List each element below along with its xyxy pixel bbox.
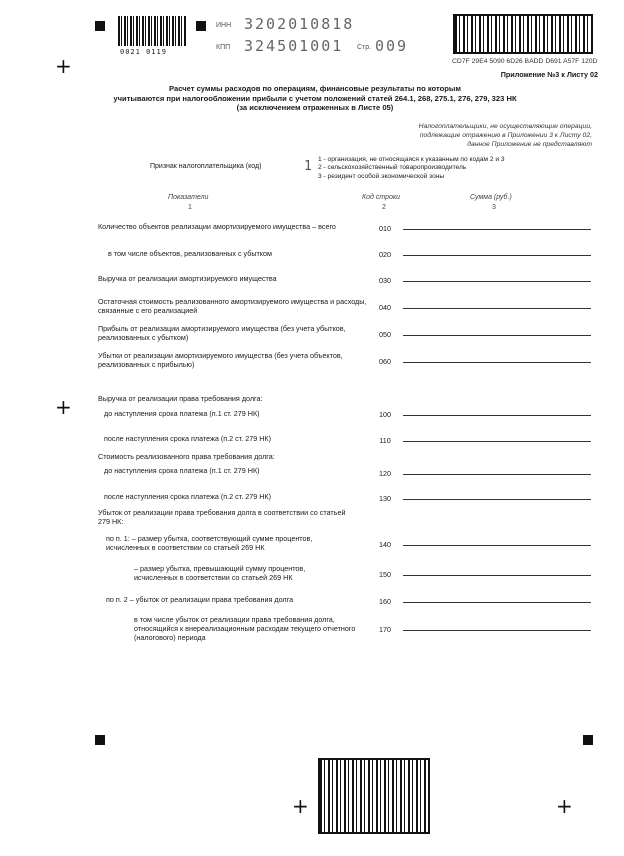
page-title: Расчет суммы расходов по операциям, финансовые результаты по которым учитываются при налогообложении прибыли с учетом положений статей 264.1, 268, 275.1, 276, 279, 323 НК (за исключением отраженных в Листе 05): [113, 84, 517, 112]
value-field-040[interactable]: [403, 308, 591, 309]
page-value: 009: [375, 37, 409, 55]
section-debt-revenue: Выручка от реализации права требования долга:: [98, 394, 263, 403]
row-label-020: в том числе объектов, реализованных с убытком: [108, 249, 272, 258]
value-field-020[interactable]: [403, 255, 591, 256]
value-field-170[interactable]: [403, 630, 591, 631]
row-label-060: Убытки от реализации амортизируемого имущества (без учета объектов, реализованных с прибылью): [98, 351, 343, 369]
row-label-040: Остаточная стоимость реализованного амортизируемого имущества и расходы, связанные с его реализацией: [98, 297, 367, 315]
col-header-sum: Сумма (руб.): [470, 194, 512, 201]
row-label-100: до наступления срока платежа (п.1 ст. 279 НК): [104, 409, 260, 418]
value-field-050[interactable]: [403, 335, 591, 336]
inn-value: 3202010818: [244, 15, 355, 33]
value-field-120[interactable]: [403, 474, 591, 475]
row-code-030: 030: [379, 276, 391, 285]
kpp-value: 324501001: [244, 37, 344, 55]
col-number: 3: [492, 204, 496, 211]
barcode-small: [118, 16, 186, 46]
row-label-120: до наступления срока платежа (п.1 ст. 279 НК): [104, 466, 260, 475]
corner-marker: [95, 21, 105, 31]
row-label-110: после наступления срока платежа (п.2 ст. 279 НК): [104, 434, 272, 443]
value-field-140[interactable]: [403, 545, 591, 546]
row-label-030: Выручка от реализации амортизируемого имущества: [98, 274, 277, 283]
row-code-100: 100: [379, 410, 391, 419]
row-code-020: 020: [379, 250, 391, 259]
value-field-110[interactable]: [403, 441, 591, 442]
barcode-hex: CD7F 29E4 5090 6D26 BADD D691 A57F 120D: [452, 58, 598, 65]
value-field-060[interactable]: [403, 362, 591, 363]
registration-cross: +: [55, 54, 72, 78]
row-code-040: 040: [379, 303, 391, 312]
row-code-050: 050: [379, 330, 391, 339]
inn-label: ИНН: [216, 22, 232, 29]
barcode-2d-bottom: [318, 758, 430, 834]
row-code-150: 150: [379, 570, 391, 579]
row-label-050: Прибыль от реализации амортизируемого имущества (без учета убытков, реализованных с убытком): [98, 324, 346, 342]
taxpayer-sign-label: Признак налогоплательщика (код): [150, 163, 262, 170]
page-label: Стр.: [357, 44, 372, 51]
registration-cross: +: [55, 395, 72, 419]
barcode-2d-top: [453, 14, 593, 54]
row-label-160: по п. 2 – убыток от реализации права требования долга: [106, 595, 294, 604]
row-label-140: по п. 1: – размер убытка, соответствующий сумме процентов, исчисленных в соответствии со статьей 269 НК: [106, 534, 313, 552]
value-field-010[interactable]: [403, 229, 591, 230]
value-field-130[interactable]: [403, 499, 591, 500]
section-debt-cost: Стоимость реализованного права требования долга:: [98, 452, 275, 461]
row-code-170: 170: [379, 625, 391, 634]
row-code-060: 060: [379, 357, 391, 366]
registration-cross: +: [292, 794, 309, 818]
kpp-label: КПП: [216, 44, 231, 51]
value-field-100[interactable]: [403, 415, 591, 416]
row-label-010: Количество объектов реализации амортизируемого имущества – всего: [98, 222, 336, 231]
registration-cross: +: [556, 794, 573, 818]
row-label-170: в том числе убыток от реализации права требования долга, относящийся к внереализационным расходам текущего отчетного (налогового) периода: [134, 615, 356, 642]
col-number: 2: [382, 204, 386, 211]
barcode-number: 0021 0119: [120, 48, 167, 56]
corner-marker: [196, 21, 206, 31]
corner-marker: [583, 735, 593, 745]
row-label-130: после наступления срока платежа (п.2 ст. 279 НК): [104, 492, 272, 501]
appendix-label: Приложение №3 к Листу 02: [500, 70, 598, 79]
note: Налогоплательщики, не осуществляющие операции, подлежащие отражению в Приложении 3 к Листу 02, данное Приложение не представляют: [418, 123, 592, 148]
col-number: 1: [188, 204, 192, 211]
corner-marker: [95, 735, 105, 745]
value-field-030[interactable]: [403, 281, 591, 282]
row-label-150: – размер убытка, превышающий сумму процентов, исчисленных в соответствии со статьей 269 НК: [134, 564, 306, 582]
col-header-indicators: Показатели: [168, 194, 209, 201]
row-code-160: 160: [379, 597, 391, 606]
row-code-120: 120: [379, 469, 391, 478]
row-code-130: 130: [379, 494, 391, 503]
row-code-110: 110: [379, 436, 391, 445]
value-field-160[interactable]: [403, 602, 591, 603]
row-code-140: 140: [379, 540, 391, 549]
col-header-code: Код строки: [362, 194, 401, 201]
taxpayer-sign-value[interactable]: 1: [304, 159, 312, 174]
value-field-150[interactable]: [403, 575, 591, 576]
taxpayer-sign-options: 1 - организация, не относящаяся к указанным по кодам 2 и 3 2 - сельскохозяйственный товаропроизводитель 3 - резидент особой экономической зоны: [318, 156, 505, 180]
row-code-010: 010: [379, 224, 391, 233]
section-debt-loss: Убыток от реализации права требования долга в соответствии со статьей 279 НК:: [98, 508, 346, 526]
